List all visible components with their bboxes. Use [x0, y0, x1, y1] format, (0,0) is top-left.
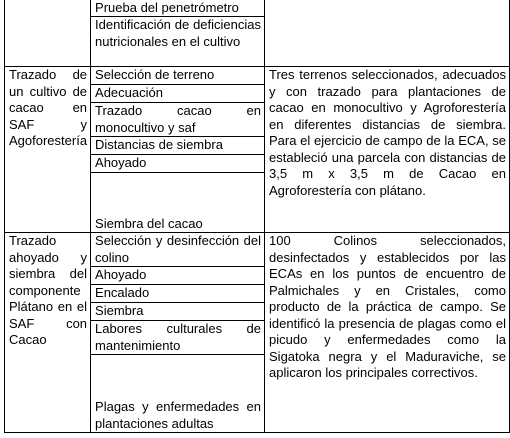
list-item: Selección de terreno: [91, 67, 265, 85]
list-item: Ahoyado: [91, 155, 265, 173]
list-item: Siembra del cacao: [91, 173, 265, 233]
list-item: Ahoyado: [91, 267, 265, 285]
list-item: Prueba del penetrómetro: [91, 0, 265, 17]
table-row: [5, 67, 510, 85]
list-item: Adecuación: [91, 85, 265, 103]
activities-table: [4, 0, 510, 433]
table-row: [5, 0, 510, 17]
activity-title: Trazado ahoyado y siembra del componente Plátano en el SAF con Cacao: [5, 233, 91, 433]
list-item: Distancias de siembra: [91, 137, 265, 155]
activity-title: Trazado de un cultivo de cacao en SAF y Agoforestería: [5, 67, 91, 233]
empty-cell: [265, 0, 510, 67]
result-description: Tres terrenos seleccionados, adecuados y con trazado para plantaciones de cacao en monocultivo y Agroforestería en diferentes distancias de siembra. Para el ejercicio de campo de la ECA, se estableció una parcela con distancias de 3,5 m x 3,5 m de Cacao en Agroforestería con plátano.: [265, 67, 510, 233]
table-row: [5, 233, 510, 267]
list-item: Siembra: [91, 303, 265, 321]
list-item: Trazado cacao en monocultivo y saf: [91, 103, 265, 137]
list-item: Encalado: [91, 285, 265, 303]
list-item: Labores culturales de mantenimiento: [91, 321, 265, 355]
result-description: 100 Colinos seleccionados, desinfectados y establecidos por las ECAs en los puntos de encuentro de Palmichales y en Cristales, como producto de la práctica de campo. Se identificó la presencia de plagas como el picudo y enfermedades como la Sigatoka negra y el Maduraviche, se aplicaron los principales correctivos.: [265, 233, 510, 433]
list-item: Selección y desinfección del colino: [91, 233, 265, 267]
list-item: Plagas y enfermedades en plantaciones adultas: [91, 355, 265, 433]
empty-cell: [5, 0, 91, 67]
list-item: Identificación de deficiencias nutricionales en el cultivo: [91, 17, 265, 67]
